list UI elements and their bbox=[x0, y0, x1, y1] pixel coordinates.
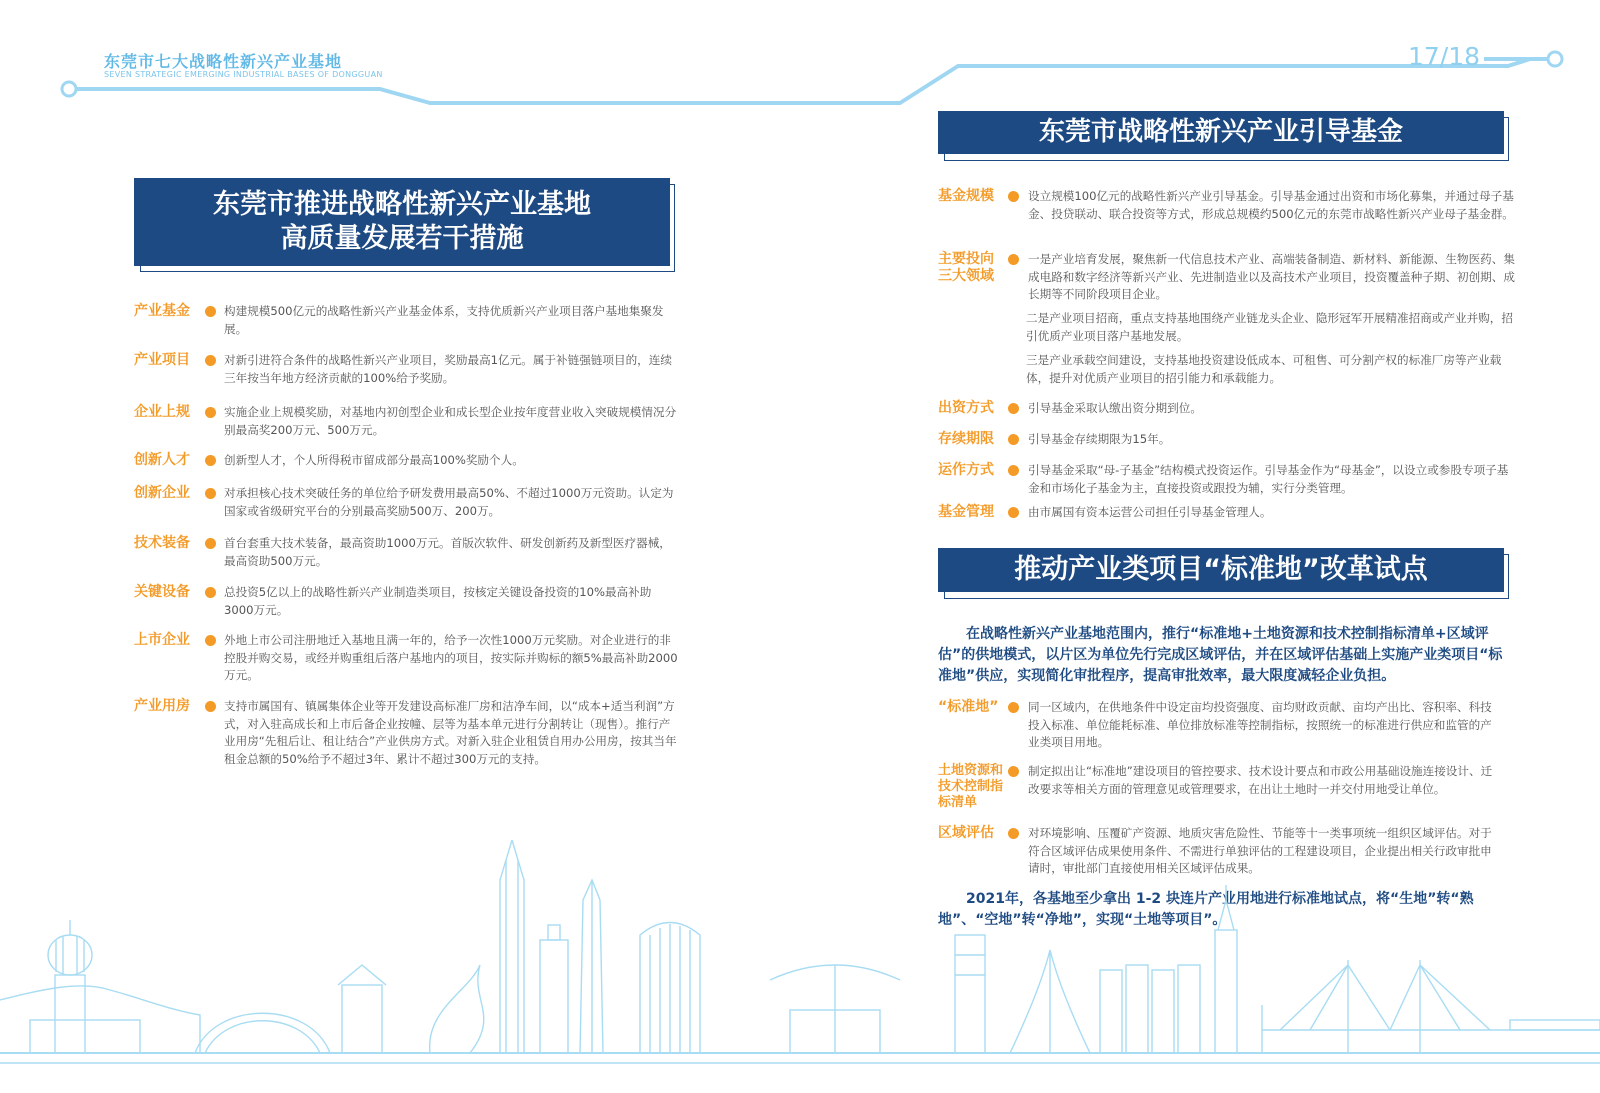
direction-paragraph-3: 三是产业承载空间建设，支持基地投资建设低成本、可租售、可分割产权的标准厂房等产业载体，提升对优质产业项目的招引能力和承载能力。 bbox=[1026, 353, 1502, 385]
bullet-dot bbox=[205, 407, 216, 418]
item-label: 土地资源和 技术控制指 标清单 bbox=[938, 763, 1004, 810]
bullet-dot bbox=[205, 635, 216, 646]
list-item bbox=[134, 584, 679, 619]
item-label: 基金规模 bbox=[938, 188, 994, 204]
brand-title: 东莞市七大战略性新兴产业基地 bbox=[104, 52, 343, 71]
fund-funding-item bbox=[938, 400, 1518, 418]
list-item bbox=[134, 404, 679, 439]
city-skyline-illustration bbox=[0, 840, 1600, 1093]
item-label: 出资方式 bbox=[938, 400, 994, 416]
item-text: 设立规模100亿元的战略性新兴产业引导基金。引导基金通过出资和市场化募集，并通过母子基金、投贷联动、联合投资等方式，形成总规模约500亿元的东莞市战略性新兴产业母子基金群。 bbox=[1028, 189, 1514, 221]
item-label: 关键设备 bbox=[134, 584, 190, 600]
item-text: 对新引进符合条件的战略性新兴产业项目，奖励最高1亿元。属于补链强链项目的，连续三年按当年地方经济贡献的100%给予奖励。 bbox=[224, 353, 672, 385]
item-text: 引导基金存续期限为15年。 bbox=[1028, 432, 1171, 446]
item-text: 构建规模500亿元的战略性新兴产业基金体系，支持优质新兴产业项目落户基地集聚发展。 bbox=[224, 304, 664, 336]
item-text: 一是产业培育发展，聚焦新一代信息技术产业、高端装备制造、新材料、新能源、生物医药、集成电路和数字经济等新兴产业、先进制造业以及高技术产业项目，投资覆盖种子期、初创期、成长期等不同阶段项目企业。 bbox=[1028, 252, 1515, 301]
item-text: 由市属国有资本运营公司担任引导基金管理人。 bbox=[1028, 505, 1272, 519]
list-item bbox=[134, 452, 679, 470]
bullet-dot bbox=[1008, 403, 1019, 414]
list-item bbox=[134, 632, 679, 685]
item-label: 基金管理 bbox=[938, 504, 994, 520]
list-item bbox=[134, 698, 679, 768]
fund-operation-item bbox=[938, 462, 1518, 497]
reform-intro: 在战略性新兴产业基地范围内，推行“标准地+土地资源和技术控制指标清单+区域评估”的供地模式，以片区为单位先行完成区域评估，并在区域评估基础上实施产业类项目“标准地”供应，实现简化审批程序，提高审批效率，最大限度减轻企业负担。 bbox=[938, 626, 1503, 684]
page-number: 17/18 bbox=[1408, 42, 1481, 71]
reform-conclusion: 2021年，各基地至少拿出 1-2 块连片产业用地进行标准地试点，将“生地”转“熟地”、“空地”转“净地”，实现“土地等项目”。 bbox=[938, 891, 1474, 928]
bullet-dot bbox=[205, 587, 216, 598]
item-text: 制定拟出让“标准地”建设项目的管控要求、技术设计要点和市政公用基础设施连接设计、迁改要求等相关方面的管理意见或管理要求，在出让土地时一并交付用地受让单位。 bbox=[1028, 764, 1493, 796]
item-text: 对环境影响、压覆矿产资源、地质灾害危险性、节能等十一类事项统一组织区域评估。对于符合区域评估成果使用条件、不需进行单独评估的工程建设项目，企业提出相关行政审批申请时，审批部门直接使用相关区域评估成果。 bbox=[1028, 826, 1492, 875]
bullet-dot bbox=[1008, 434, 1019, 445]
checklist-item bbox=[938, 763, 1498, 811]
item-label: 区域评估 bbox=[938, 825, 994, 841]
bullet-dot bbox=[1008, 191, 1019, 202]
list-item bbox=[134, 535, 679, 570]
bullet-dot bbox=[205, 355, 216, 366]
fund-scale-item bbox=[938, 188, 1518, 223]
item-label: 创新人才 bbox=[134, 452, 190, 468]
item-text: 外地上市公司注册地迁入基地且满一年的，给予一次性1000万元奖励。对企业进行的非控股并购交易，或经并购重组后落户基地内的项目，按实际并购标的额5%最高补助2000万元。 bbox=[224, 633, 678, 682]
item-text: 引导基金采取“母-子基金”结构模式投资运作。引导基金作为“母基金”，以设立或参股专项子基金和市场化子基金为主，直接投资或跟投为辅，实行分类管理。 bbox=[1028, 463, 1509, 495]
bullet-dot bbox=[205, 538, 216, 549]
bullet-dot bbox=[1008, 507, 1019, 518]
left-title-line1: 东莞市推进战略性新兴产业基地 bbox=[213, 189, 591, 220]
item-text: 实施企业上规模奖励，对基地内初创型企业和成长型企业按年度营业收入突破规模情况分别最高奖200万元、500万元。 bbox=[224, 405, 677, 437]
item-text: 首台套重大技术装备，最高资助1000万元。首版次软件、研发创新药及新型医疗器械，最高资助500万元。 bbox=[224, 536, 671, 568]
item-label: 企业上规 bbox=[134, 404, 190, 420]
bullet-dot bbox=[1008, 766, 1019, 777]
item-label: 技术装备 bbox=[134, 535, 190, 551]
bullet-dot bbox=[205, 306, 216, 317]
fund-section-title: 东莞市战略性新兴产业引导基金 bbox=[938, 111, 1504, 154]
list-item bbox=[134, 352, 679, 387]
item-label: 主要投向 三大领域 bbox=[938, 251, 994, 284]
list-item bbox=[134, 303, 679, 338]
bullet-dot bbox=[205, 455, 216, 466]
reform-section-title: 推动产业类项目“标准地”改革试点 bbox=[938, 548, 1504, 592]
bullet-dot bbox=[205, 488, 216, 499]
item-label: 上市企业 bbox=[134, 632, 190, 648]
item-text: 同一区域内，在供地条件中设定亩均投资强度、亩均财政贡献、亩均产出比、容积率、科技投入标准、单位能耗标准、单位排放标准等控制指标，按照统一的标准进行供应和监管的产业类项目用地。 bbox=[1028, 700, 1492, 749]
item-label: 存续期限 bbox=[938, 431, 994, 447]
left-title-line2: 高质量发展若干措施 bbox=[280, 223, 524, 254]
standard-land-item bbox=[938, 699, 1498, 752]
list-item bbox=[134, 485, 679, 520]
bullet-dot bbox=[205, 701, 216, 712]
item-label: 产业基金 bbox=[134, 303, 190, 319]
direction-paragraph-2: 二是产业项目招商，重点支持基地围绕产业链龙头企业、隐形冠军开展精准招商或产业并购，招引优质产业项目落户基地发展。 bbox=[1026, 311, 1513, 343]
item-label: 产业项目 bbox=[134, 352, 190, 368]
fund-direction-item bbox=[938, 251, 1518, 304]
bullet-dot bbox=[1008, 254, 1019, 265]
item-text: 引导基金采取认缴出资分期到位。 bbox=[1028, 401, 1202, 415]
item-label: 产业用房 bbox=[134, 698, 190, 714]
bullet-dot bbox=[1008, 465, 1019, 476]
left-section-title bbox=[134, 178, 670, 266]
bullet-dot bbox=[1008, 828, 1019, 839]
item-text: 对承担核心技术突破任务的单位给予研发费用最高50%、不超过1000万元资助。认定为国家或省级研究平台的分别最高奖励500万、200万。 bbox=[224, 486, 674, 518]
fund-management-item bbox=[938, 504, 1518, 522]
bullet-dot bbox=[1008, 702, 1019, 713]
item-label: 创新企业 bbox=[134, 485, 190, 501]
item-text: 创新型人才，个人所得税市留成部分最高100%奖励个人。 bbox=[224, 453, 524, 467]
item-label: “标准地” bbox=[938, 699, 999, 715]
brand-subtitle: SEVEN STRATEGIC EMERGING INDUSTRIAL BASES OF DONGGUAN bbox=[104, 70, 383, 79]
item-label: 运作方式 bbox=[938, 462, 994, 478]
item-text: 支持市属国有、镇属集体企业等开发建设高标准厂房和洁净车间，以“成本+适当利润”方式，对入驻高成长和上市后备企业按幢、层等为基本单元进行分割转让（现售）。推行产业用房“先租后让、租让结合”产业供房方式。对新入驻企业租赁自用办公用房，按其当年租金总额的50%给予不超过3年、累计不超过300万元的支持。 bbox=[224, 699, 677, 766]
item-text: 总投资5亿以上的战略性新兴产业制造类项目，按核定关键设备投资的10%最高补助3000万元。 bbox=[224, 585, 652, 617]
fund-duration-item bbox=[938, 431, 1518, 449]
